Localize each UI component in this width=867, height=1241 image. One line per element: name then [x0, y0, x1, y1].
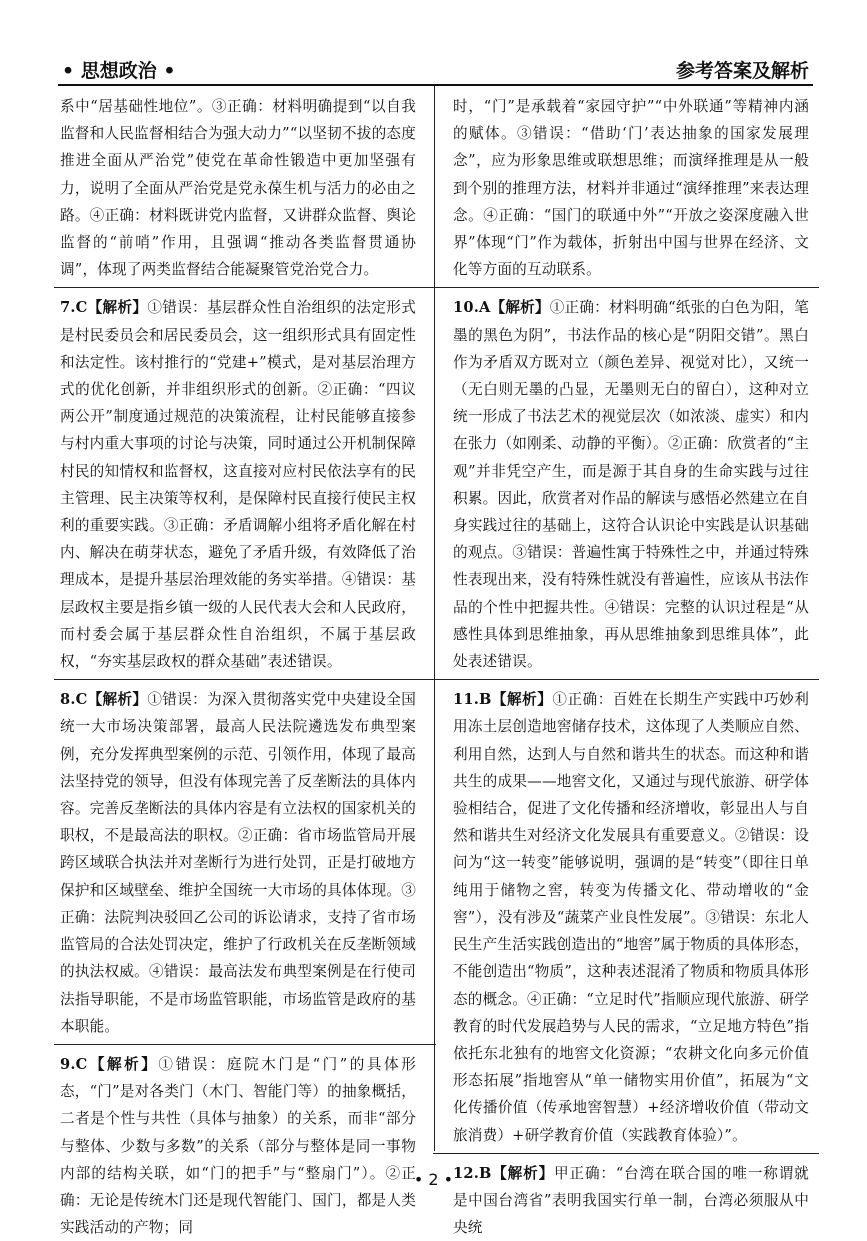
analysis-text: ①错误：庭院木门是“门”的具体形态，“门”是对各类门（木门、智能门等）的抽象概括，二者是个性与共性（具体与抽象）的关系，而非“部分与整体、少数与多数”的关系（部分与整体是同一事物内部的结构关联，如“门的把手”与“整扇门”）。②正确：无论是传统木门还是现代智能门、国门，都是人类实践活动的产物；同 [60, 1055, 416, 1237]
separator [433, 1153, 819, 1154]
continued-text: 系中“居基础性地位”。③正确：材料明确提到“以自我监督和人民监督相结合为强大动力”“以坚韧不拔的态度推进全面从严治党”使党在革命性锻造中更加坚强有力，说明了全面从严治党是党永葆生机与活力的必由之路。④正确：材料既讲党内监督，又讲群众监督、舆论监督的“前哨”作用，且强调“推动各类监督贯通协调”，体现了两类监督结合能凝聚管党治党合力。 [60, 98, 416, 279]
answer-9 [60, 1051, 416, 1241]
analysis-text: 甲正确：“台湾在联合国的唯一称谓就是中国台湾省”表明我国实行单一制，台湾必须服从中央统 [453, 1164, 809, 1237]
answer-choice: B [479, 691, 492, 709]
analysis-text: ①正确：材料明确“纸张的白色为阳，笔墨的黑色为阴”，书法作品的核心是“阴阳交错”。黑白作为矛盾双方既对立（颜色差异、视觉对比），又统一（无白则无墨的凸显，无墨则无白的留白），这种对立统一形成了书法艺术的视觉层次（如浓淡、虚实）和内在张力（如刚柔、动静的平衡）。②正确：欣赏者的“主观”并非凭空产生，而是源于其自身的生命实践与过往积累。因此，欣赏者对作品的解读与感悟必然建立在自身实践过往的基础上，这符合认识论中实践是认识基础的观点。③错误：普遍性寓于特殊性之中，并通过特殊性表现出来，没有特殊性就没有普遍性，应该从书法作品的个性中把握共性。④错误：完整的认识过程是“从感性具体到思维抽象，再从思维抽象到思维具体”，此处表述错误。 [453, 299, 810, 671]
page-number: • 2 • [413, 1170, 454, 1189]
answer-8 [60, 686, 416, 1040]
analysis-text: ①错误：为深入贯彻落实党中央建设全国统一大市场决策部署，最高人民法院遴选发布典型案例，充分发挥典型案例的示范、引领作用，体现了最高法坚持党的领导，但没有体现完善了反垄断法的具体内容。完善反垄断法的具体内容是有立法权的国家机关的职权，不是最高法的职权。②正确：省市场监管局开展跨区域联合执法并对垄断行为进行处罚，正是打破地方保护和区域壁垒、维护全国统一大市场的具体体现。③正确：法院判决驳回乙公司的诉讼请求，支持了省市场监管局的合法处罚决定，维护了行政机关在反垄断领域的执法权威。④错误：最高法发布典型案例是在行使司法指导职能，不是市场监管职能，市场监管是政府的基本职能。 [60, 691, 416, 1035]
analysis-tag: 【解析】 [87, 1055, 159, 1073]
separator [54, 679, 436, 680]
continued-text: 时，“门”是承载着“家园守护”“中外联通”等精神内涵的赋体。③错误：“借助‘门’表达抽象的国家发展理念”，应为形象思维或联想思维；而演绎推理是从一般到个别的推理方法，材料并非通过“演绎推理”来表达理念。④正确：“国门的联通中外”“开放之姿深度融入世界”体现“门”作为载体，折射出中国与世界在经济、文化等方面的互动联系。 [453, 98, 809, 279]
separator [54, 287, 436, 288]
section-title: 参考答案及解析 [675, 60, 809, 82]
answer-choice: A [479, 299, 491, 317]
analysis-tag: 【解析】 [87, 691, 148, 709]
question-number: 9. [60, 1055, 76, 1073]
question-number: 10. [453, 299, 479, 317]
continued-answer [60, 93, 416, 283]
question-number: 12. [453, 1164, 479, 1182]
analysis-tag: 【解析】 [491, 691, 553, 709]
analysis-tag: 【解析】 [490, 299, 550, 317]
answer-11 [453, 686, 809, 1148]
page-header [58, 52, 813, 86]
answer-choice: C [75, 691, 88, 709]
question-number: 11. [453, 691, 479, 709]
left-column [60, 93, 416, 1241]
analysis-tag: 【解析】 [87, 299, 148, 317]
answer-choice: C [75, 299, 88, 317]
analysis-tag: 【解析】 [491, 1164, 555, 1182]
separator [54, 1044, 436, 1045]
continued-answer [453, 93, 809, 283]
answer-choice: C [75, 1055, 88, 1073]
column-divider [434, 86, 435, 1151]
analysis-text: ①正确：百姓在长期生产实践中巧妙利用冻土层创造地窖储存技术，这体现了人类顺应自然、利用自然，达到人与自然和谐共生的状态。而这种和谐共生的成果——地窖文化，又通过与现代旅游、研学体验相结合，促进了文化传播和经济增收，彰显出人与自然和谐共生对经济文化发展具有重要意义。②错误：设问为“这一转变”能够说明，强调的是“转变”（即往日单纯用于储物之窖，转变为传播文化、带动增收的“金窖”），没有涉及“蔬菜产业良性发展”。③错误：东北人民生产生活实践创造出的“地窖”属于物质的具体形态，不能创造出“物质”，这种表述混淆了物质和物质具体形态的概念。④正确：“立足时代”指顺应现代旅游、研学教育的时代发展趋势与人民的需求，“立足地方特色”指依托东北独有的地窖文化资源；“农耕文化向多元价值形态拓展”指地窖从“单一储物实用价值”，拓展为“文化传播价值（传承地窖智慧）+经济增收价值（带动文旅消费）+研学教育价值（实践教育体验）”。 [453, 691, 809, 1144]
question-number: 7. [60, 299, 76, 317]
separator [433, 287, 819, 288]
analysis-text: ①错误：基层群众性自治组织的法定形式是村民委员会和居民委员会，这一组织形式具有固定性和法定性。该村推行的“党建+”模式，是对基层治理方式的优化创新，并非组织形式的创新。②正确：“四议两公开”制度通过规范的决策流程，让村民能够直接参与村内重大事项的讨论与决策，同时通过公开机制保障村民的知情权和监督权，这直接对应村民依法享有的民主管理、民主决策等权利，是保障村民直接行使民主权利的重要实践。③正确：矛盾调解小组将矛盾化解在村内、解决在萌芽状态，避免了矛盾升级，有效降低了治理成本，是提升基层治理效能的务实举措。④错误：基层政权主要是指乡镇一级的人民代表大会和人民政府，而村委会属于基层群众性自治组织，不属于基层政权，“夯实基层政权的群众基础”表述错误。 [60, 299, 416, 671]
answer-10 [453, 294, 809, 675]
right-column [453, 93, 809, 1241]
subject-title: • 思想政治 • [62, 60, 176, 82]
separator [433, 679, 819, 680]
answer-choice: B [479, 1164, 492, 1182]
answer-7 [60, 294, 416, 675]
question-number: 8. [60, 691, 76, 709]
